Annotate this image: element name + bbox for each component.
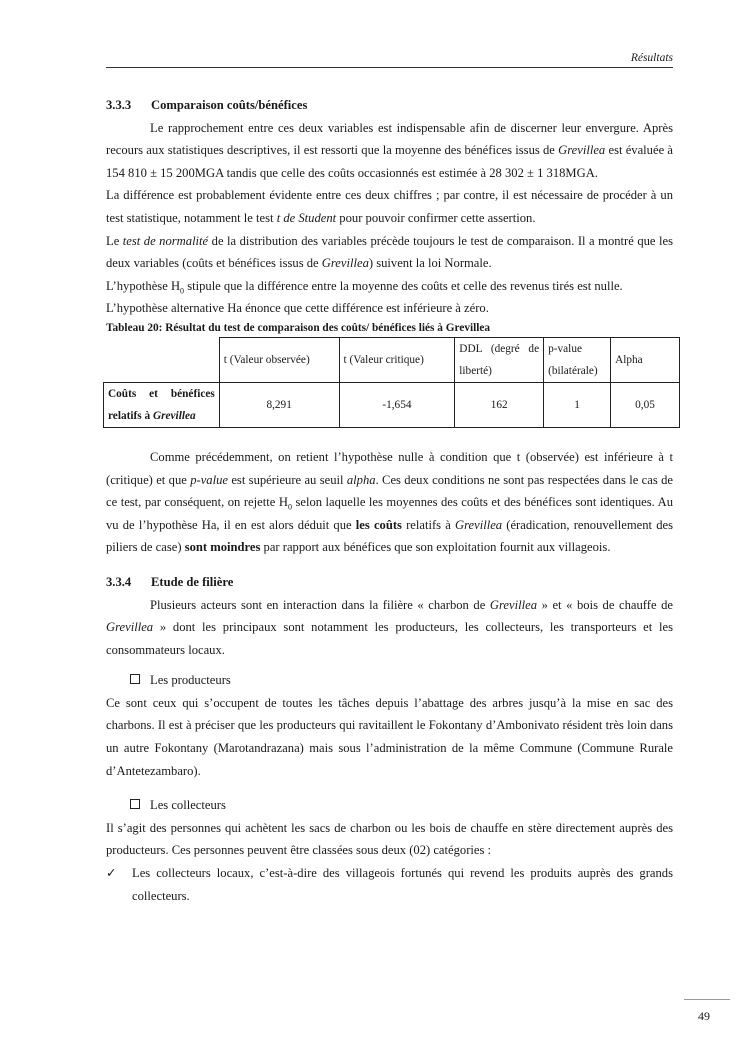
cell-alpha: 0,05 [611, 382, 680, 427]
running-header: Résultats [630, 52, 673, 64]
subheading-producteurs: Les producteurs [106, 669, 673, 692]
section-title: Etude de filière [151, 574, 234, 589]
cell-pvalue: 1 [544, 382, 611, 427]
section-heading-333 [106, 94, 673, 117]
table-header-row [104, 337, 680, 382]
paragraph: Plusieurs acteurs sont en interaction dans la filière « charbon de Grevillea » et « bois de chauffe de Grevillea » dont les principaux sont notamment les producteurs, les collecteurs, les transporteurs et les consommateurs locaux. [106, 597, 674, 657]
paragraph: L’hypothèse alternative Ha énonce que cette différence est inférieure à zéro. [106, 301, 489, 316]
footer-rule [684, 999, 730, 1000]
row-label: Coûts et bénéfices relatifs à Grevillea [104, 382, 220, 427]
paragraph: L’hypothèse $H_0$ stipule que la différence entre la moyenne des coûts et celle des revenus tirés est nulle. [106, 278, 623, 296]
empty-cell [104, 337, 220, 382]
section-title: Comparaison coûts/bénéfices [151, 98, 308, 112]
subheading-collecteurs: Les collecteurs [106, 794, 673, 817]
header-ddl: DDL (degré de liberté) [455, 337, 544, 382]
paragraph: Ce sont ceux qui s’occupent de toutes les tâches depuis l’abattage des arbres jusqu’à la mise en sac des charbons. Il est à préciser que les producteurs qui ravitaillent le Fokontany d’Ambonivato résident très loin dans un autre Fokontany (Marotandrazana) mais sous l’administration de la même Commune (Commune Rurale d’Antetezambaro). [106, 695, 673, 778]
header-rule [106, 67, 673, 68]
paragraph: La différence est probablement évidente entre ces deux chiffres ; par contre, il est nécessaire de procéder à un test statistique, notamment le test t de Student pour pouvoir confirmer cette assertion. [106, 188, 673, 225]
page-body [106, 94, 673, 907]
header-t-observed: t (Valeur observée) [219, 337, 339, 382]
table-caption: Tableau 20: Résultat du test de comparaison des coûts/ bénéfices liés à Grevillea [106, 321, 491, 334]
cell-ddl: 162 [455, 382, 544, 427]
header-alpha: Alpha [611, 337, 680, 382]
section-number: 3.3.3 [106, 98, 132, 112]
paragraph: Comme précédemment, on retient l’hypothèse nulle à condition que t (observée) est inférieure à t (critique) et que p-value est supérieure au seuil alpha. Ces deux conditions ne sont pas respectées dans le cas de ce test, par conséquent, on rejette $H_0$ selon laquelle les moyennes des coûts et des bénéfices sont identiques. Au vu de l’hypothèse Ha, il en est alors déduit que les coûts relatifs à Grevillea (éradication, renouvellement des piliers de case) sont moindres par rapport aux bénéfices que son exploitation fournit aux villageois. [106, 449, 673, 555]
section-number: 3.3.4 [106, 574, 132, 589]
section-heading-334 [106, 571, 673, 594]
cell-t-observed: 8,291 [219, 382, 339, 427]
checkmark-icon: ✓ [106, 866, 117, 881]
table-row [104, 382, 680, 427]
paragraph: Le test de normalité de la distribution des variables précède toujours le test de comparaison. Il a montré que les deux variables (coûts et bénéfices issus de Grevillea) suivent la loi Normale. [106, 233, 673, 271]
list-item: ✓ Les collecteurs locaux, c’est-à-dire des villageois fortunés qui revend les produits auprès des grands collecteurs. [106, 862, 673, 907]
cell-t-critical: -1,654 [339, 382, 455, 427]
paragraph: Il s’agit des personnes qui achètent les sacs de charbon ou les bois de chauffe en stère directement auprès des producteurs. Ces personnes peuvent être classées sous deux (02) catégories : [106, 820, 673, 858]
page-number: 49 [698, 1009, 710, 1023]
header-pvalue: p-value (bilatérale) [544, 337, 611, 382]
square-bullet-icon [130, 674, 140, 684]
square-bullet-icon [130, 799, 140, 809]
header-t-critical: t (Valeur critique) [339, 337, 455, 382]
comparison-table [103, 337, 680, 428]
paragraph: Le rapprochement entre ces deux variables est indispensable afin de discerner leur envergure. Après recours aux statistiques descriptives, il est ressorti que la moyenne des bénéfices issus de Grevillea est évaluée à 154 810 ± 15 200MGA tandis que celle des coûts occasionnés est estimée à 28 302 ± 1 318MGA. [106, 120, 673, 180]
